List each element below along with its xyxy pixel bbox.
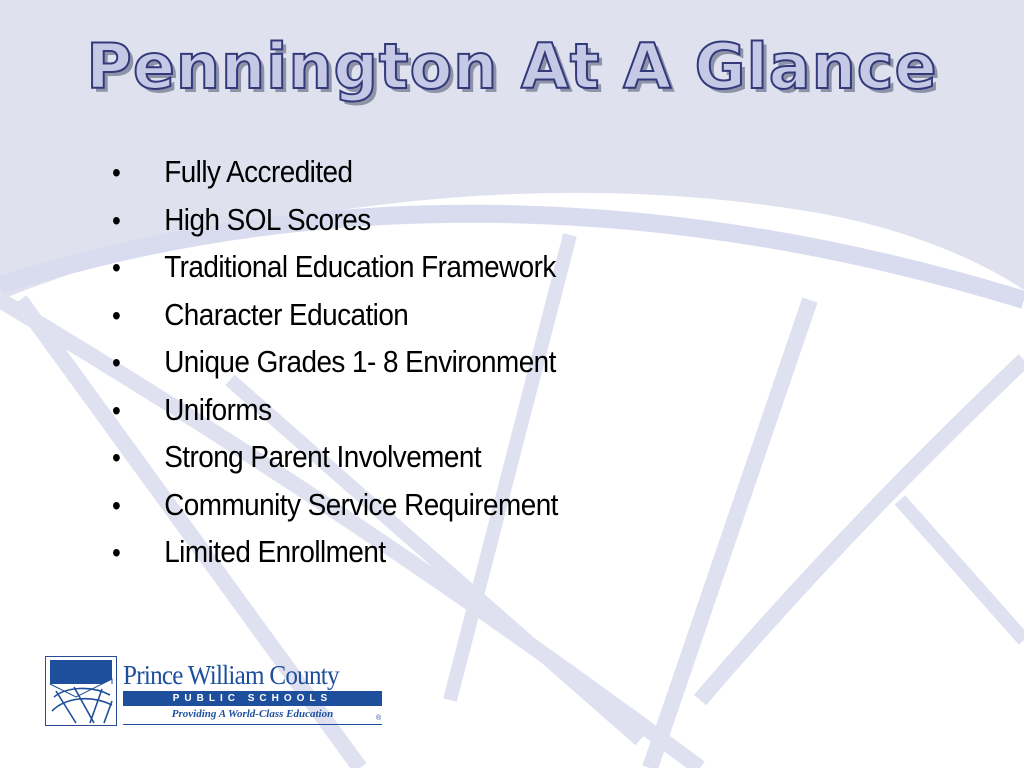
bullet-icon: • <box>112 442 121 473</box>
bullet-item <box>112 344 558 392</box>
slide-title: Pennington At A Glance <box>86 30 938 103</box>
bullet-item <box>112 392 558 440</box>
bullet-text: Uniforms <box>164 391 272 427</box>
bullet-item <box>112 154 558 202</box>
logo-name: Prince William County <box>123 660 339 690</box>
bullet-item <box>112 249 558 297</box>
school-logo <box>45 656 390 730</box>
bullet-text: High SOL Scores <box>164 201 371 237</box>
logo-tagline: Providing A World-Class Education <box>171 708 334 720</box>
globe-logo-icon <box>45 656 117 726</box>
bullet-text: Unique Grades 1- 8 Environment <box>164 344 556 379</box>
bullet-text: Community Service Requirement <box>164 486 558 522</box>
bullet-text: Fully Accredited <box>164 154 353 189</box>
bullet-icon: • <box>112 157 121 188</box>
bullet-icon: • <box>112 299 121 331</box>
bullet-icon: • <box>112 537 121 568</box>
bullet-text: Strong Parent Involvement <box>164 439 482 474</box>
bullet-item <box>112 297 558 345</box>
bullet-item <box>112 202 558 250</box>
bullet-text: Character Education <box>164 296 409 332</box>
bullet-item <box>112 439 558 487</box>
bullet-icon: • <box>112 489 121 521</box>
bullet-icon: • <box>112 252 121 283</box>
bullet-icon: • <box>112 394 121 426</box>
bullet-icon: • <box>112 347 121 378</box>
bullet-text: Limited Enrollment <box>164 534 386 569</box>
bullet-text: Traditional Education Framework <box>164 249 556 284</box>
logo-divider <box>123 724 382 725</box>
registered-mark: ® <box>376 715 382 722</box>
bullet-list <box>112 154 607 582</box>
bullet-icon: • <box>112 204 121 236</box>
bullet-item <box>112 534 558 582</box>
bullet-item <box>112 487 558 535</box>
logo-band: PUBLIC SCHOOLS <box>123 691 382 706</box>
